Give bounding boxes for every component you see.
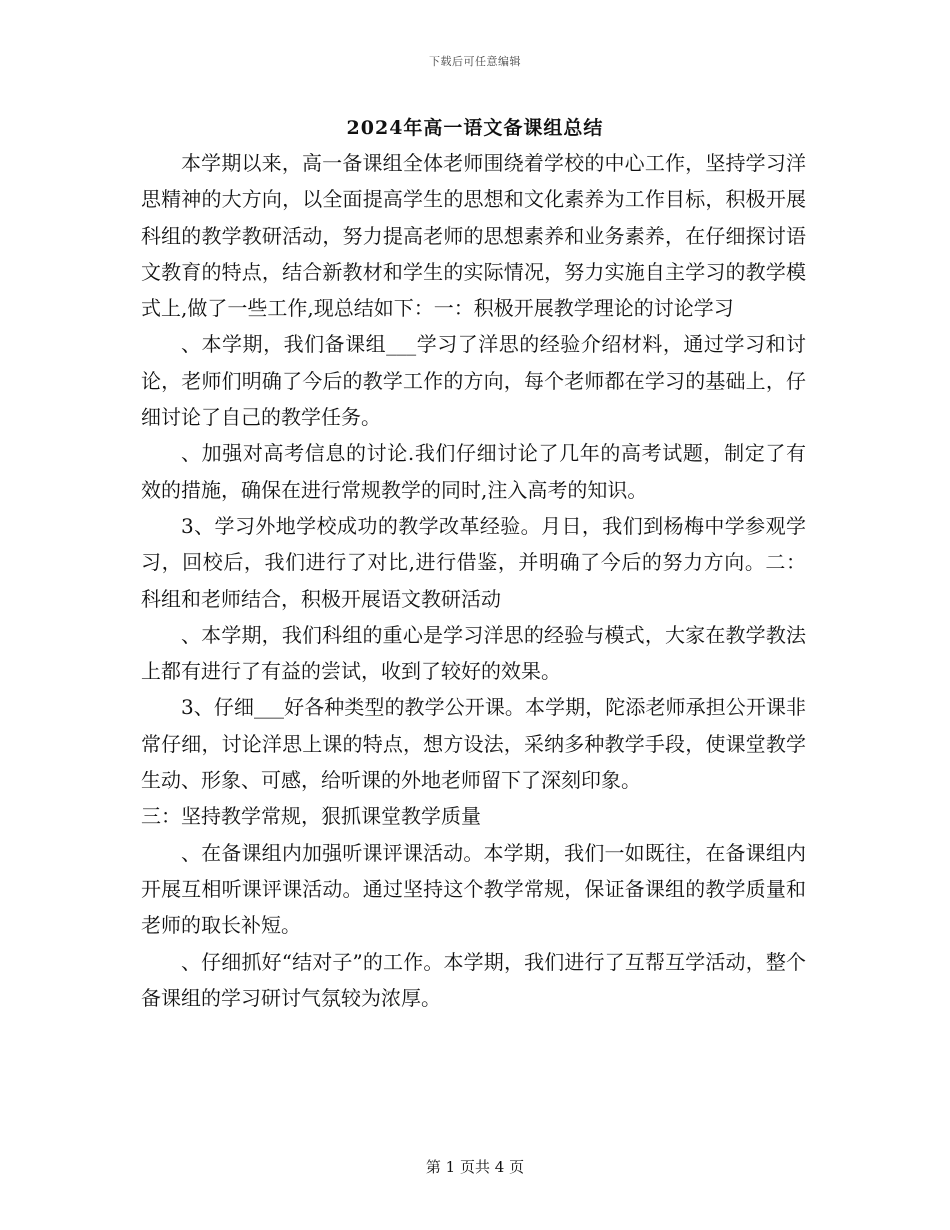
paragraph-pairing-work: 、仔细抓好“结对子”的工作。本学期，我们进行了互帮互学活动，整个备课组的学习研讨气氛较为浓厚。 (141, 949, 806, 1010)
section-heading-teaching-routine: 三：坚持教学常规，狠抓课堂教学质量 (141, 804, 481, 829)
paragraph-lesson-observation: 、在备课组内加强听课评课活动。本学期，我们一如既往，在备课组内开展互相听课评课活动。通过坚持这个教学常规，保证备课组的教学质量和老师的取长补短。 (141, 840, 806, 938)
page-number-footer: 第 1 页共 4 页 (425, 1158, 525, 1176)
paragraph-external-experience: 3、学习外地学校成功的教学改革经验。月日，我们到杨梅中学参观学习，回校后，我们进行了对比,进行借鉴，并明确了今后的努力方向。二：科组和老师结合，积极开展语文教研活动 (141, 513, 806, 611)
paragraph-intro: 本学期以来，高一备课组全体老师围绕着学校的中心工作，坚持学习洋思精神的大方向，以全面提高学生的思想和文化素养为工作目标，积极开展科组的教学教研活动，努力提高老师的思想素养和业务素养，在仔细探讨语文教育的特点，结合新教材和学生的实际情况，努力实施自主学习的教学模式上,做了一些工作,现总结如下：一：积极开展教学理论的讨论学习 (141, 151, 806, 321)
document-title: 2024年高一语文备课组总结 (346, 117, 604, 139)
paragraph-study-materials: 、本学期，我们备课组___学习了洋思的经验介绍材料，通过学习和讨论，老师们明确了今后的教学工作的方向，每个老师都在学习的基础上，仔细讨论了自己的教学任务。 (141, 332, 806, 430)
document-body (141, 145, 806, 1016)
paragraph-teaching-methods: 、本学期，我们科组的重心是学习洋思的经验与模式，大家在教学教法上都有进行了有益的尝试，收到了较好的效果。 (141, 622, 806, 684)
page-header: 下载后可任意编辑 (429, 55, 521, 68)
paragraph-exam-research: 、加强对高考信息的讨论.我们仔细讨论了几年的高考试题，制定了有效的措施，确保在进行常规教学的同时,注入高考的知识。 (141, 441, 806, 502)
paragraph-open-classes: 3、仔细___好各种类型的教学公开课。本学期，陀添老师承担公开课非常仔细，讨论洋思上课的特点，想方设法，采纳多种教学手段，使课堂教学生动、形象、可感，给听课的外地老师留下了深刻印象。 (141, 695, 806, 793)
